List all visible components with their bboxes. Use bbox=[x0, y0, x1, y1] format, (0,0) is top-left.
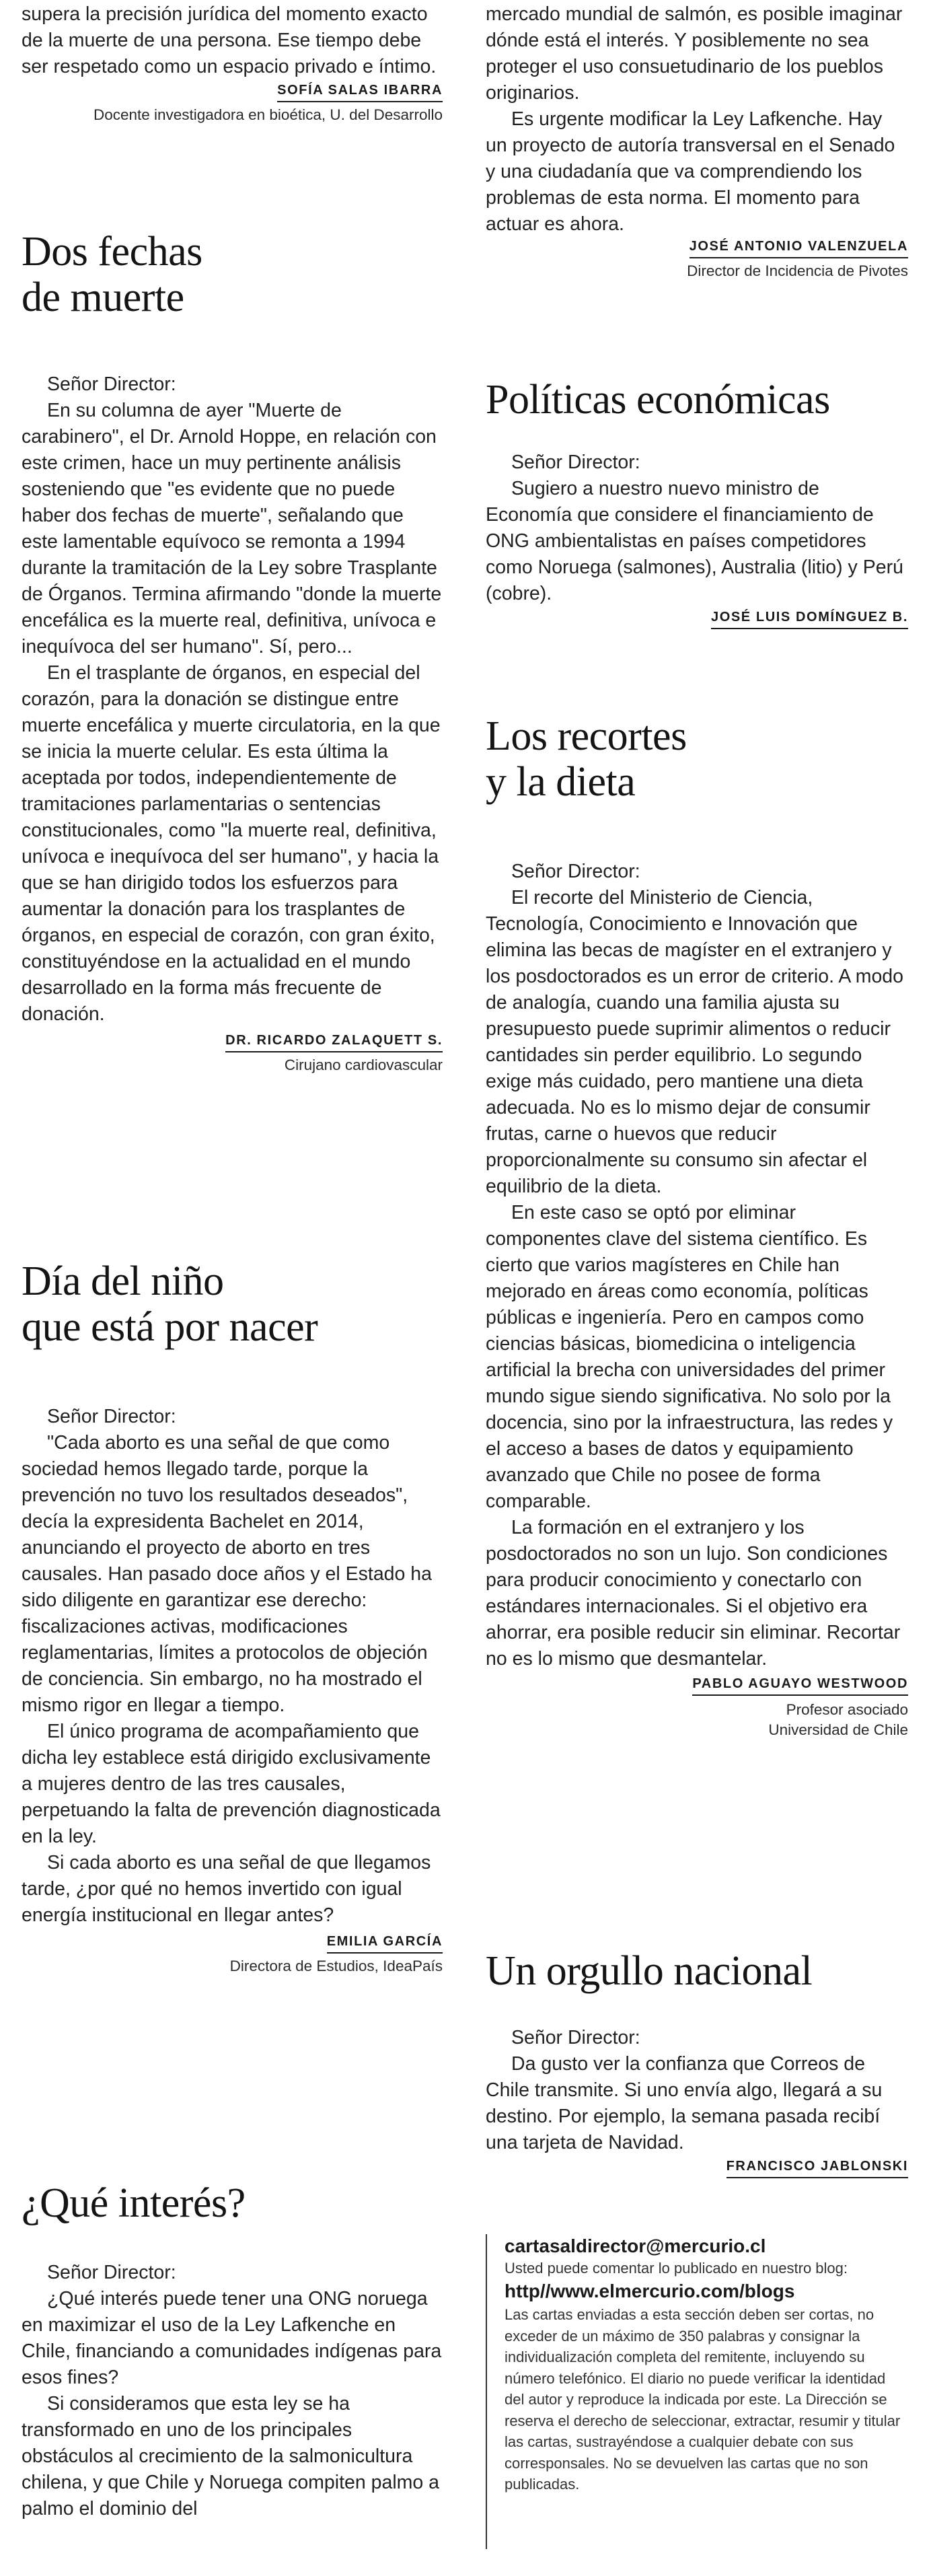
letter-paragraph: Si consideramos que esta ley se ha transformado en uno de los principales obstáculos al crecimiento de la salmonicultura chilena, y que Chile y Noruega compiten palmo a palmo el dominio del bbox=[22, 2393, 440, 2519]
letter-paragraph: El recorte del Ministerio de Ciencia, Tecnología, Conocimiento e Innovación que elimina las becas de magíster en el extranjero y los posdoctorados es un error de criterio. A modo de analogía, cuando una familia ajusta su presupuesto puede suprimir alimentos o reducir cantidades sin perder equilibrio. Lo segundo exige más cuidado, pero mantiene una dieta adecuada. No es lo mismo dejar de consumir frutas, carne o huevos que reducir proporcionalmente su consumo sin afectar el equilibrio de la dieta. bbox=[486, 887, 904, 1197]
contact-email-link[interactable]: cartasaldirector@mercurio.cl bbox=[505, 2235, 766, 2256]
letter-salutation: Señor Director: bbox=[511, 861, 640, 882]
letter-salutation: Señor Director: bbox=[47, 2262, 176, 2283]
letter-los-recortes bbox=[486, 713, 908, 1740]
letter-paragraph: El único programa de acompañamiento que dicha ley establece está dirigido exclusivamente a mujeres dentro de las tres causales, perpetuando la falta de prevención diagnosticada en la ley. bbox=[22, 1721, 441, 1847]
letter-politicas-economicas bbox=[486, 377, 908, 629]
letter-signature: PABLO AGUAYO WESTWOOD bbox=[486, 1676, 908, 1696]
letter-signature: DR. RICARDO ZALAQUETT S. bbox=[22, 1033, 443, 1052]
letter-author-role: Directora de Estudios, IdeaPaís bbox=[229, 1958, 443, 1974]
letter-salutation: Señor Director: bbox=[511, 2027, 640, 2048]
letter-text: supera la precisión jurídica del momento exacto de la muerte de una persona. Ese tiempo debe ser respetado como un espacio privado e íntimo. bbox=[22, 3, 437, 77]
letter-author-role: Profesor asociado Universidad de Chile bbox=[768, 1701, 908, 1738]
letter-headline: ¿Qué interés? bbox=[22, 2180, 246, 2226]
letter-paragraph: Da gusto ver la confianza que Correos de Chile transmite. Si uno envía algo, llegará a su destino. Por ejemplo, la semana pasada recibí una tarjeta de Navidad. bbox=[486, 2053, 883, 2153]
letter-signature: FRANCISCO JABLONSKI bbox=[486, 2159, 908, 2178]
letter-paragraph: Sugiero a nuestro nuevo ministro de Economía que considere el financiamiento de ONG ambientalistas en países competidores como Noruega (salmones), Australia (litio) y Perú (cobre). bbox=[486, 478, 903, 604]
letter-paragraph: Si cada aborto es una señal de que llegamos tarde, ¿por qué no hemos invertido con igual energía institucional en llegar antes? bbox=[22, 1852, 431, 1926]
letter-fragment-salas bbox=[22, 1, 443, 125]
blog-intro-text: Usted puede comentar lo publicado en nuestro blog: bbox=[505, 2260, 848, 2277]
letter-headline: Día del niño que está por nacer bbox=[22, 1258, 318, 1350]
info-box-rule bbox=[486, 2234, 487, 2549]
letter-salutation: Señor Director: bbox=[47, 1406, 176, 1427]
letter-dia-del-nino bbox=[22, 1258, 443, 1976]
letter-paragraph: Es urgente modificar la Ley Lafkenche. Hay un proyecto de autoría transversal en el Senado y una ciudadanía que va comprendiendo los problemas de esta norma. El momento para actuar es ahora. bbox=[486, 108, 895, 235]
letter-paragraph: En este caso se optó por eliminar componentes clave del sistema científico. Es cierto que varios magísteres en Chile han mejorado en áreas como economía, políticas públicas e ingeniería. Pero en campos como ciencias básicas, biomedicina o inteligencia artificial la brecha con universidades del primer mundo sigue siendo significativa. No solo por la docencia, sino por la infraestructura, las redes y el acceso a bases de datos y equipamiento avanzado que Chile no posee de forma comparable. bbox=[486, 1202, 893, 1512]
letter-paragraph: mercado mundial de salmón, es posible imaginar dónde está el interés. Y posiblemente no sea proteger el uso consuetudinario de los pueblos originarios. bbox=[486, 3, 903, 104]
letter-salutation: Señor Director: bbox=[47, 373, 176, 395]
letter-author-role: Cirujano cardiovascular bbox=[284, 1057, 443, 1073]
letter-signature: JOSÉ ANTONIO VALENZUELA bbox=[486, 239, 908, 258]
letter-signature: SOFÍA SALAS IBARRA bbox=[22, 83, 443, 102]
letter-signature: EMILIA GARCÍA bbox=[22, 1934, 443, 1954]
letter-signature: JOSÉ LUIS DOMÍNGUEZ B. bbox=[486, 610, 908, 629]
submission-rules-text: Las cartas enviadas a esta sección deben ser cortas, no exceder de un máximo de 350 palabras y consignar la individualización completa del remitente, incluyendo su número telefónico. El diario no puede verificar la identidad del autor y reproduce la indicada por este. La Dirección se reserva el derecho de seleccionar, extractar, resumir y titular las cartas, sustrayéndose a cualquier debate con sus corresponsales. No se devuelven las cartas que no son publicadas. bbox=[505, 2306, 901, 2493]
letter-paragraph: ¿Qué interés puede tener una ONG noruega en maximizar el uso de la Ley Lafkenche en Chile, financiando a comunidades indígenas para esos fines? bbox=[22, 2288, 442, 2388]
blog-url-link[interactable]: http//www.elmercurio.com/blogs bbox=[505, 2281, 795, 2301]
letter-headline: Dos fechas de muerte bbox=[22, 229, 202, 320]
letter-headline: Los recortes y la dieta bbox=[486, 713, 687, 805]
letter-paragraph: La formación en el extranjero y los posdoctorados no son un lujo. Son condiciones para producir conocimiento y conectarlo con estándares internacionales. Si el objetivo era ahorrar, era posible reducir sin eliminar. Recortar no es lo mismo que desmantelar. bbox=[486, 1517, 901, 1670]
letter-paragraph: "Cada aborto es una señal de que como sociedad hemos llegado tarde, porque la prevención no tuvo los resultados deseados", decía la expresidenta Bachelet en 2014, anunciando el proyecto de aborto en tres causales. Han pasado doce años y el Estado ha sido diligente en garantizar ese derecho: fiscalizaciones activas, modificaciones reglamentarias, límites a protocolos de objeción de conciencia. Sin embargo, no ha mostrado el mismo rigor en llegar a tiempo. bbox=[22, 1432, 432, 1716]
letter-paragraph: En su columna de ayer "Muerte de carabinero", el Dr. Arnold Hoppe, en relación con este crimen, hace un muy pertinente análisis sosteniendo que "es evidente que no puede haber dos fechas de muerte", señalando que este lamentable equívoco se remonta a 1994 durante la tramitación de la Ley sobre Trasplante de Órganos. Termina afirmando "donde la muerte encefálica es la muerte real, definitiva, unívoca e inequívoca del ser humano". Sí, pero... bbox=[22, 400, 442, 657]
letter-que-interes bbox=[22, 2180, 443, 2522]
letter-salutation: Señor Director: bbox=[511, 452, 640, 473]
letter-headline: Políticas económicas bbox=[486, 377, 830, 423]
letter-headline: Un orgullo nacional bbox=[486, 1948, 813, 1994]
letter-orgullo-nacional bbox=[486, 1948, 908, 2178]
submission-info-box bbox=[486, 2234, 908, 2549]
letter-dos-fechas bbox=[22, 229, 443, 1075]
letter-author-role: Docente investigadora en bioética, U. del Desarrollo bbox=[93, 106, 443, 123]
letter-author-role: Director de Incidencia de Pivotes bbox=[687, 262, 908, 279]
letter-paragraph: En el trasplante de órganos, en especial del corazón, para la donación se distingue entre muerte encefálica y muerte circulatoria, en la que se inicia la muerte celular. Es esta última la aceptada por todos, independientemente de tramitaciones parlamentarias o sentencias constitucionales, como "la muerte real, definitiva, unívoca e inequívoca del ser humano", y hacia la que se han dirigido todos los esfuerzos para aumentar la donación para los trasplantes de órganos, en especial de corazón, con gran éxito, constituyéndose en la actualidad en el mundo desarrollado en la forma más frecuente de donación. bbox=[22, 662, 441, 1025]
letter-que-interes-continued bbox=[486, 1, 908, 281]
